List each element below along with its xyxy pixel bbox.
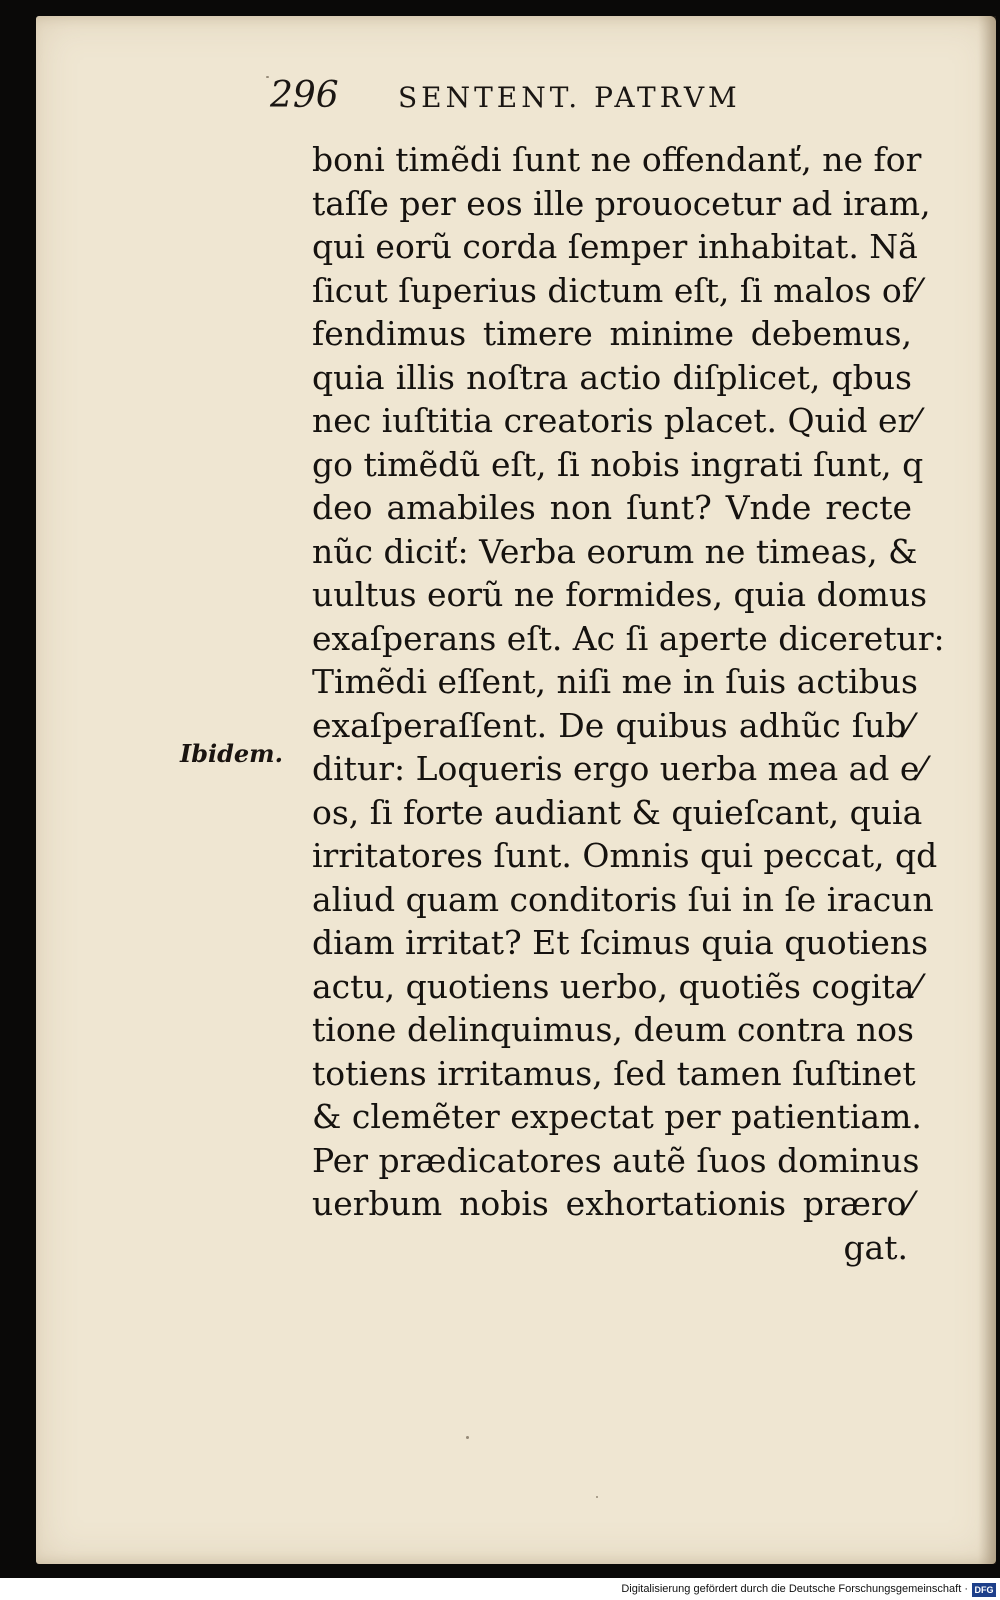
footer-bar <box>0 1578 1000 1600</box>
text-line: exaſperans eſt. Ac ſi aperte diceretur: <box>312 618 945 658</box>
text-line: go timẽdũ eſt, ſi nobis ingrati ſunt, q <box>312 444 924 484</box>
text-line: diam irritat? Et ſcimus quia quotiens <box>312 923 929 962</box>
funding-credit: Digitalisierung gefördert durch die Deutsche Forschungsgemeinschaft · <box>621 1583 968 1595</box>
paper-speck <box>466 1436 469 1439</box>
text-line: actu, quotiens uerbo, quotiẽs cogita⁄ <box>312 966 920 1006</box>
text-line: tione delinquimus, deum contra nos <box>312 1010 914 1049</box>
dfg-logo-icon: DFG <box>972 1583 996 1597</box>
text-line: uultus eorũ ne formides, quia domus <box>312 575 928 614</box>
text-line: totiens irritamus, ſed tamen ſuſtinet <box>312 1053 916 1093</box>
text-line-final: gat. <box>843 1227 908 1267</box>
running-title: SENTENT. PATRVM <box>398 81 741 114</box>
page-edge-shadow <box>978 16 996 1564</box>
marginal-note: Ibidem. <box>180 739 283 768</box>
text-line: qui eorũ corda ſemper inhabitat. Nã <box>312 227 918 266</box>
text-line: nec iuſtitia creatoris placet. Quid er⁄ <box>312 401 919 440</box>
page-number: 296 <box>270 75 339 116</box>
text-line: os, ſi forte audiant & quieſcant, quia <box>312 792 923 832</box>
text-line: irritatores ſunt. Omnis qui peccat, qd <box>312 836 938 875</box>
page-header <box>270 74 830 118</box>
text-line: & clemẽter expectat per patientiam. <box>312 1097 922 1136</box>
text-line: ditur: Loqueris ergo uerba mea ad e⁄ <box>312 749 925 788</box>
text-line: exaſperaſſent. De quibus adhũc ſub⁄ <box>312 705 912 745</box>
text-line: Per prædicatores autẽ ſuos dominus <box>312 1140 920 1180</box>
text-line: nũc diciť: Verba eorum ne timeas, & <box>312 531 918 571</box>
paper-speck <box>266 76 269 78</box>
text-line: Timẽdi eſſent, niſi me in ſuis actibus <box>312 662 918 701</box>
paper-speck <box>596 1496 598 1498</box>
text-line: aliud quam conditoris ſui in ſe iracun <box>312 879 934 919</box>
text-line: ſicut ſuperius dictum eſt, ſi malos of⁄ <box>312 270 920 310</box>
text-line: taſſe per eos ille prouocetur ad iram, <box>312 183 931 223</box>
text-line: uerbum nobis exhortationis præro⁄ <box>312 1184 912 1223</box>
body-text <box>312 138 945 1269</box>
text-line: deo amabiles non ſunt? Vnde recte <box>312 488 912 527</box>
text-line: quia illis noſtra actio diſplicet, qbus <box>312 357 912 397</box>
text-line: fendimus timere minime debemus, <box>312 314 912 353</box>
text-line: boni timẽdi ſunt ne offendanť, ne for <box>312 140 922 179</box>
